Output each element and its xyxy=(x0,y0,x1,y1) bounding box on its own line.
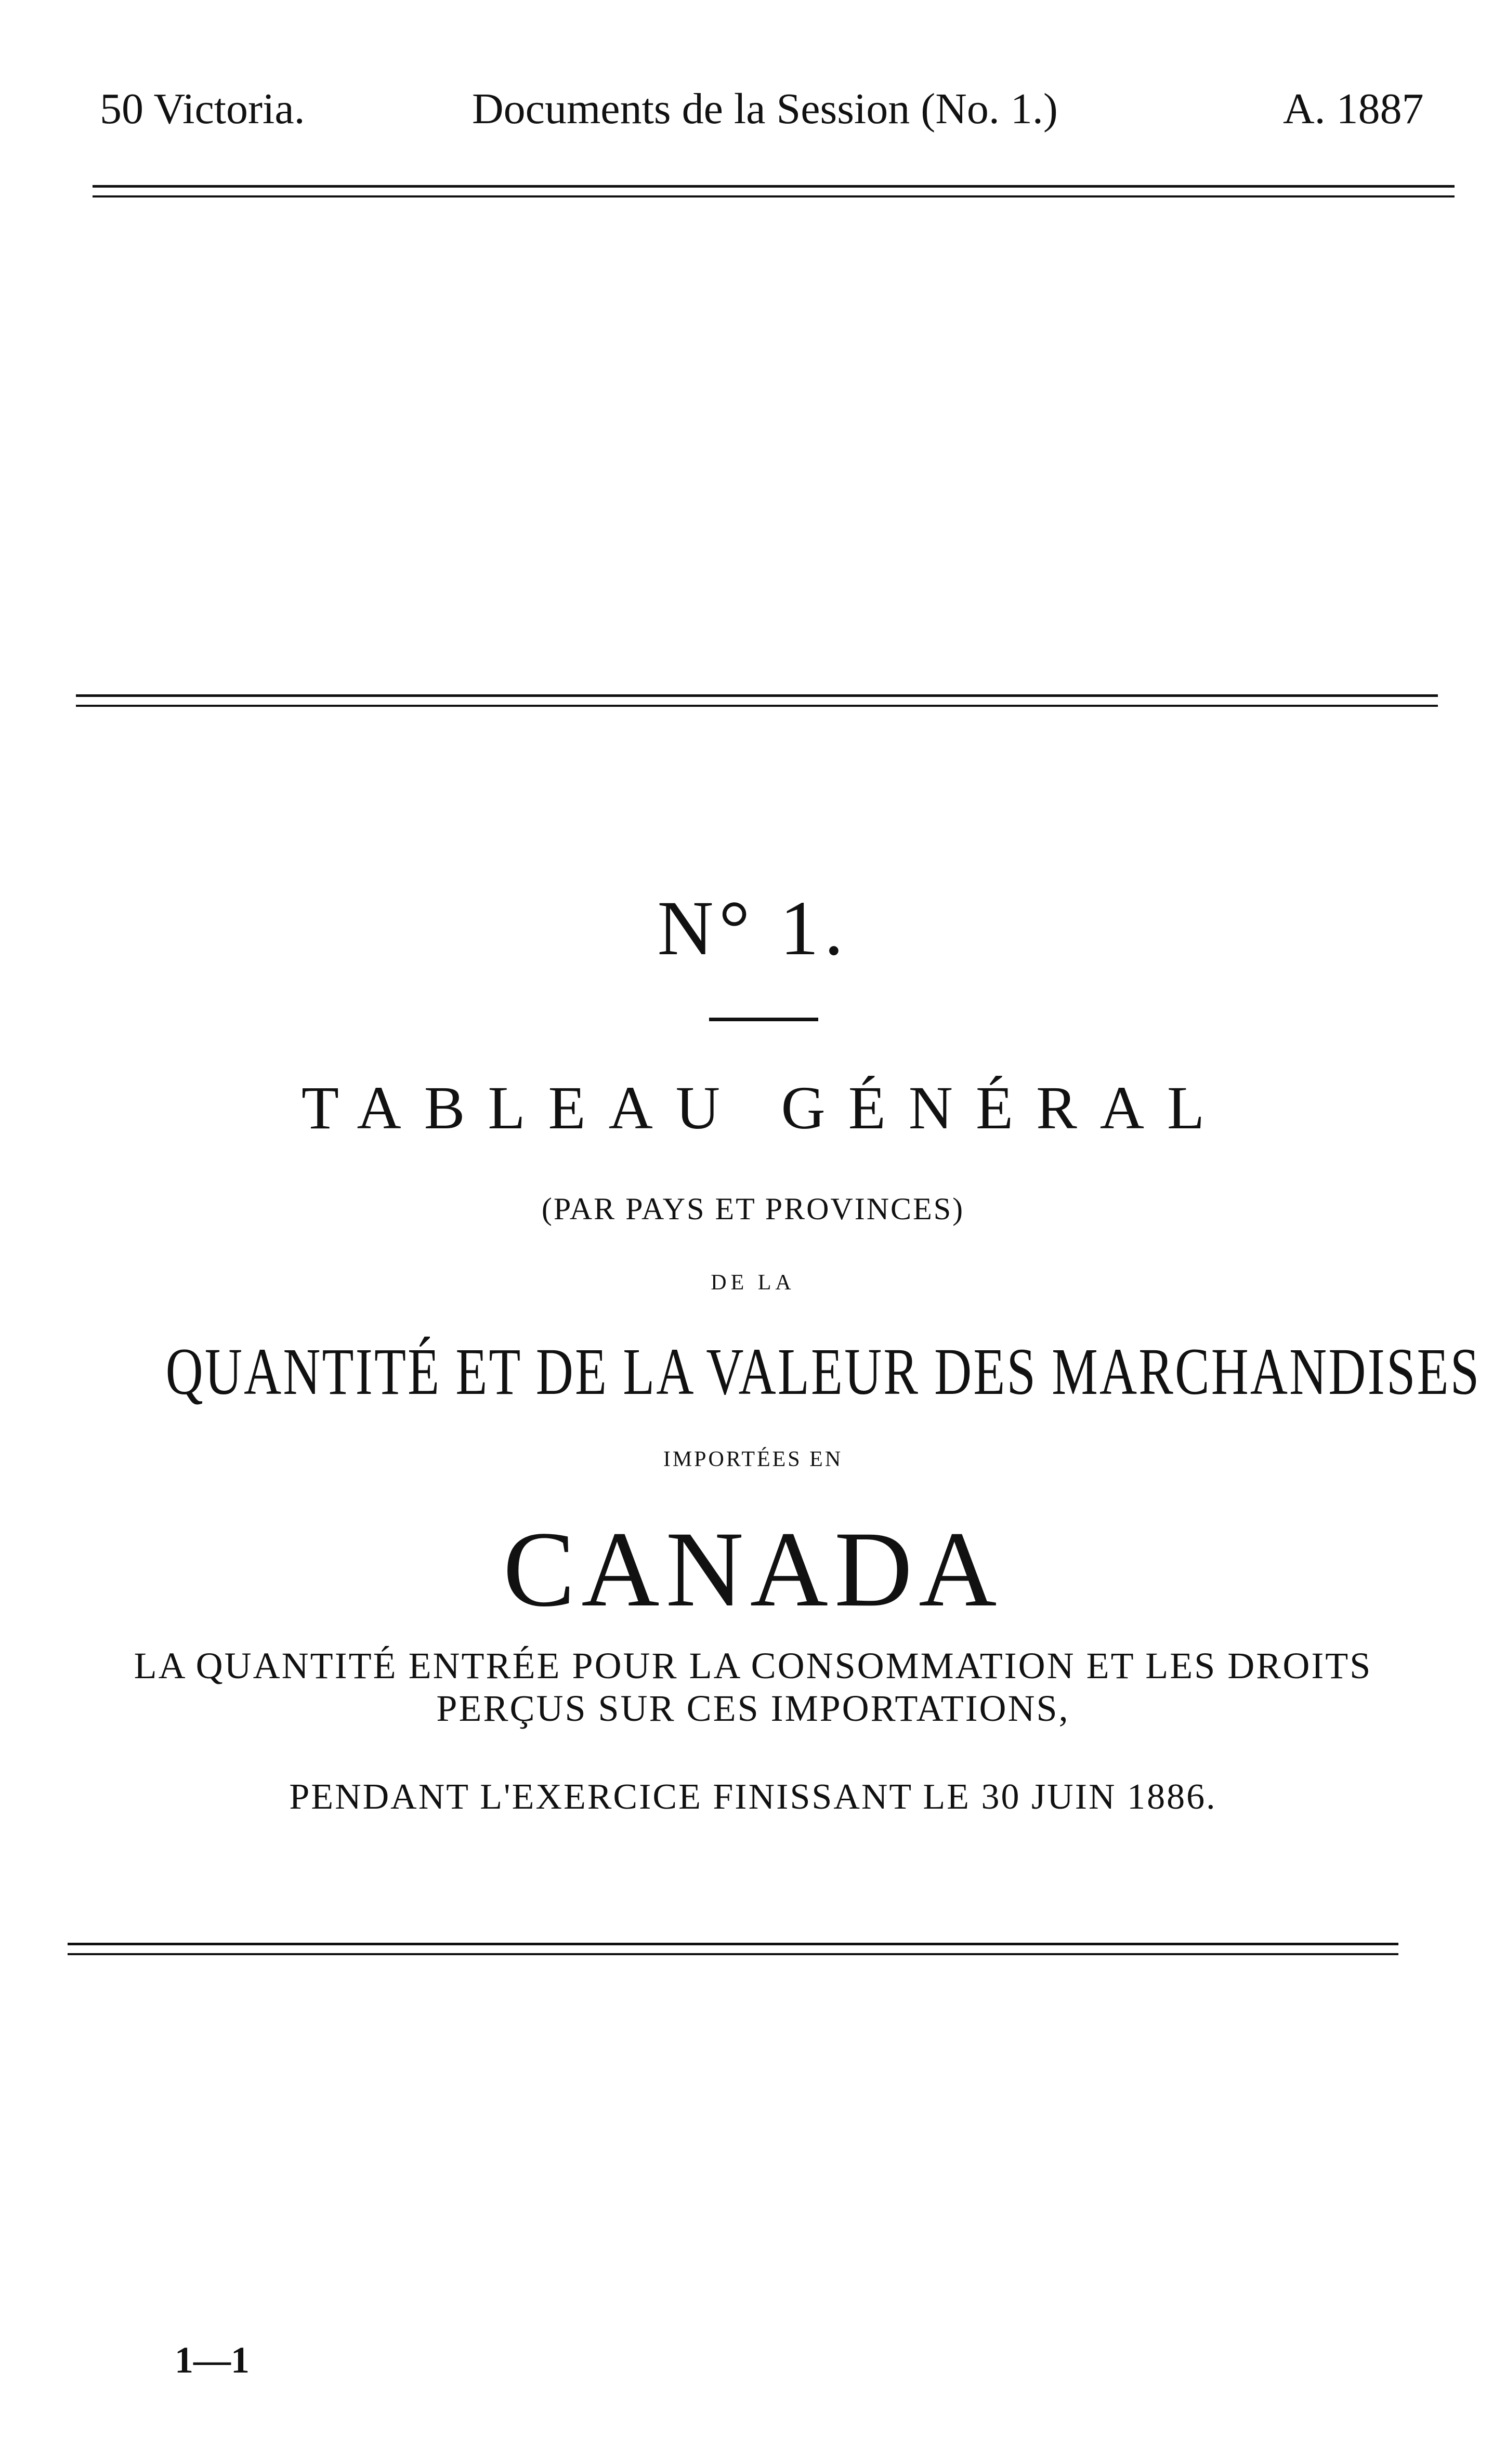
document-number: N° 1. xyxy=(657,885,849,971)
subtitle-consommation-line-1: LA QUANTITÉ ENTRÉE POUR LA CONSOMMATION ET LES DROITS xyxy=(134,1645,1372,1686)
subtitle-consommation-droits xyxy=(0,1644,1506,1730)
header-double-rule xyxy=(93,185,1455,197)
header-session-documents: Documents de la Session (No. 1.) xyxy=(472,85,1058,133)
header-regnal-year: 50 Victoria. xyxy=(100,85,305,133)
subtitle-exercice-date: PENDANT L'EXERCICE FINISSANT LE 30 JUIN 1886. xyxy=(289,1777,1217,1817)
title-quantite-valeur: QUANTITÉ ET DE LA VALEUR DES MARCHANDISES xyxy=(165,1335,1481,1408)
title-tableau-general: TABLEAU GÉNÉRAL xyxy=(301,1074,1228,1142)
subtitle-de-la: DE LA xyxy=(711,1271,795,1295)
title-canada: CANADA xyxy=(503,1509,1003,1629)
title-top-double-rule xyxy=(76,694,1438,707)
title-bottom-double-rule xyxy=(68,1943,1398,1955)
header-year: A. 1887 xyxy=(1283,85,1424,133)
subtitle-par-pays: (PAR PAYS ET PROVINCES) xyxy=(541,1192,965,1226)
subtitle-consommation-line-2: PERÇUS SUR CES IMPORTATIONS, xyxy=(436,1688,1070,1729)
subtitle-importees-en: IMPORTÉES EN xyxy=(663,1447,843,1471)
page-number: 1—1 xyxy=(175,2339,250,2381)
number-underline-rule xyxy=(709,1018,818,1021)
